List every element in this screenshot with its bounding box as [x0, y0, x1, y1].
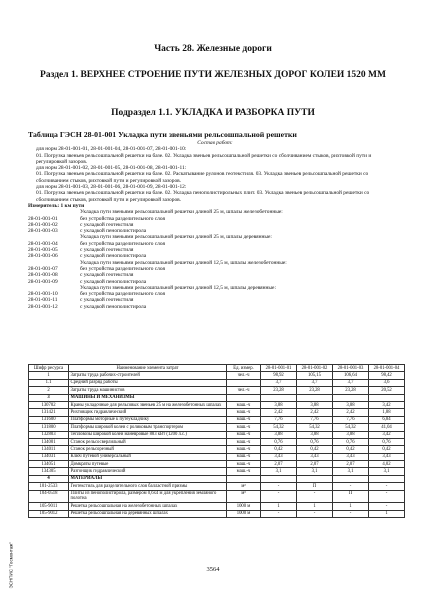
table-cell: 1000 м: [227, 503, 261, 510]
composition-line: для норм 28-01-001-03, 28-01-001-06, 28-01-001-09, 28-01-001-12:: [36, 184, 187, 191]
table-cell: 3,88: [297, 431, 333, 438]
table-row: [29, 431, 405, 438]
norm-code: 28-01-001-12: [28, 303, 58, 310]
sidebar-stamp: [5, 510, 13, 590]
table-cell: 0,42: [297, 446, 333, 453]
table-cell: 20,52: [369, 387, 405, 394]
table-cell: 2,07: [297, 461, 333, 468]
table-cell: -: [261, 510, 297, 517]
norm-label: без устройства разделительного слоя: [80, 240, 165, 247]
table-cell: 105,15: [297, 372, 333, 379]
column-header: Наименование элемента затрат: [69, 365, 227, 372]
table-cell: Краны укладочные для рельсовых звеньев 25 м на железобетонных шпалах: [69, 401, 227, 408]
table-cell: 3,43: [369, 453, 405, 460]
table-row: [29, 401, 405, 408]
table-cell: -: [261, 490, 297, 503]
norm-group-title: Укладка пути звеньями рельсошпальной решетки длиной 12,5 м, шпалы железобетонные:: [80, 259, 287, 266]
table-cell: 2,42: [261, 409, 297, 416]
table-cell: 2,07: [261, 461, 297, 468]
table-cell: 0,42: [333, 446, 369, 453]
table-cell: 54,32: [333, 424, 369, 431]
table-cell: 131800: [29, 424, 69, 431]
norm-label: с укладкой геотекстиля: [80, 221, 134, 228]
table-cell: Станок рельсосверлильный: [69, 438, 227, 445]
table-row: [29, 379, 405, 386]
norm-label: с укладкой геотекстиля: [80, 272, 134, 279]
norm-description: [28, 140, 402, 310]
table-cell: 3,7: [261, 379, 297, 386]
norm-label: с укладкой геотекстиля: [80, 297, 134, 304]
norm-code: 28-01-001-10: [28, 291, 58, 298]
table-cell: 0,42: [261, 446, 297, 453]
table-cell: -: [297, 490, 333, 503]
meter-label: Измеритель: 1 км пути: [28, 202, 85, 209]
norm-groups: [28, 209, 402, 310]
column-header: 28-01-001-04: [369, 365, 405, 372]
table-cell: 105-9011: [29, 503, 69, 510]
table-cell: 98,92: [261, 372, 297, 379]
table-cell: Тепловозы широкой колеи маневровые 883 кВт (1200 л.с.): [69, 431, 227, 438]
table-cell: 131421: [29, 409, 69, 416]
table-cell: Затраты труда рабочих-строителей: [69, 372, 227, 379]
norm-label: с укладкой геотекстиля: [80, 247, 134, 254]
table-cell: [369, 475, 405, 482]
table-cell: Домкраты путевые: [69, 461, 227, 468]
table-cell: чел.-ч: [227, 387, 261, 394]
table-cell: 2,42: [297, 409, 333, 416]
norm-code: 28-01-001-01: [28, 215, 58, 222]
table-cell: 6,84: [369, 416, 405, 423]
table-cell: Ключ путевой универсальный: [69, 453, 227, 460]
subsection-title: Подраздел 1.1. УКЛАДКА И РАЗБОРКА ПУТИ: [111, 108, 315, 118]
table-cell: Плиты из пенополистирола, размером 0,6х4 м для укрепления земляного полотна: [69, 490, 227, 503]
table-cell: Геотекстиль для разделительного слоя балластной призмы: [69, 483, 227, 490]
composition-line: для норм 28-01-001-01, 28-01-001-04, 28-01-001-07, 28-01-001-10:: [36, 146, 187, 153]
table-cell: 7,76: [333, 416, 369, 423]
table-cell: [261, 475, 297, 482]
resource-table: [28, 364, 405, 518]
norm-group-title: Укладка пути звеньями рельсошпальной решетки длиной 12,5 м, шпалы деревянные:: [80, 284, 276, 291]
table-cell: 4,02: [369, 461, 405, 468]
table-row: [29, 394, 405, 401]
table-cell: 3: [29, 394, 69, 401]
table-cell: 130702: [29, 401, 69, 408]
table-cell: маш.-ч: [227, 461, 261, 468]
table-cell: -: [333, 483, 369, 490]
table-cell: 3,88: [261, 431, 297, 438]
composition-line: 01. Погрузка звеньев рельсошпальной решетки на базе. 02. Укладка звеньев рельсошпальной решетки со сболчиванием стыков, рихтовкой пути и регулировкой зазоров.: [36, 152, 372, 165]
column-header: 28-01-001-02: [297, 365, 333, 372]
norm-label: с укладкой пенополистирола: [80, 253, 147, 260]
table-cell: [297, 394, 333, 401]
norm-code: 28-01-001-04: [28, 240, 58, 247]
table-cell: 1,88: [369, 409, 405, 416]
table-cell: 3,42: [369, 431, 405, 438]
composition-label: Состав работ:: [197, 140, 233, 146]
page-number: 3564: [206, 566, 220, 573]
table-cell: 0,76: [261, 438, 297, 445]
table-cell: Средний разряд работы: [69, 379, 227, 386]
table-cell: Платформы широкой колеи с роликовым транспортером: [69, 424, 227, 431]
composition-line: 01. Погрузка звеньев рельсошпальной решетки на базе. 02. Укладка пенополистирольных плит. 03. Укладка звеньев рельсошпальной решетки со сболчиванием стыков, рихтовкой пути и регулировкой зазоров.: [36, 190, 370, 203]
table-row: [29, 416, 405, 423]
table-cell: м²: [227, 483, 261, 490]
table-cell: 3,1: [261, 468, 297, 475]
table-cell: маш.-ч: [227, 401, 261, 408]
table-header-row: [29, 365, 405, 372]
table-row: [29, 424, 405, 431]
table-row: [29, 490, 405, 503]
table-row: [29, 468, 405, 475]
section-title: Раздел 1. ВЕРХНЕЕ СТРОЕНИЕ ПУТИ ЖЕЛЕЗНЫХ ДОРОГ КОЛЕИ 1520 ММ: [40, 70, 386, 80]
table-cell: МАТЕРИАЛЫ: [69, 475, 227, 482]
table-row: [29, 510, 405, 517]
table-cell: 3,88: [261, 401, 297, 408]
table-cell: -: [333, 510, 369, 517]
table-cell: 3,6: [369, 379, 405, 386]
table-cell: 0,76: [369, 438, 405, 445]
table-body: [29, 372, 405, 518]
table-cell: [227, 379, 261, 386]
norm-code: 28-01-001-08: [28, 272, 58, 279]
table-cell: маш.-ч: [227, 453, 261, 460]
table-cell: 1: [29, 372, 69, 379]
table-cell: Разгонщик гидравлический: [69, 468, 227, 475]
table-cell: 3,1: [297, 468, 333, 475]
table-cell: -: [369, 490, 405, 503]
table-cell: маш.-ч: [227, 468, 261, 475]
norm-label: без устройства разделительного слоя: [80, 291, 165, 298]
table-cell: [227, 394, 261, 401]
table-cell: 3,1: [333, 468, 369, 475]
norm-item: [28, 304, 402, 310]
table-cell: 3,43: [261, 453, 297, 460]
table-cell: [227, 475, 261, 482]
column-header: 28-01-001-03: [333, 365, 369, 372]
table-cell: 4: [29, 475, 69, 482]
sidebar-text: ЭСНПИС "Госмонтаж": [8, 542, 14, 589]
table-cell: 2: [29, 387, 69, 394]
table-cell: 3,7: [297, 379, 333, 386]
table-cell: 104-0518: [29, 490, 69, 503]
table-cell: -: [261, 483, 297, 490]
table-row: [29, 438, 405, 445]
table-cell: -: [369, 503, 405, 510]
table-cell: 106,64: [333, 372, 369, 379]
norm-label: с укладкой пенополистирола: [80, 278, 147, 285]
part-title: Часть 28. Железные дороги: [154, 44, 272, 54]
table-title: Таблица ГЭСН 28-01-001 Укладка пути звеньями рельсошпальной решетки: [28, 130, 297, 139]
table-cell: 132803: [29, 431, 69, 438]
norm-group-title: Укладка пути звеньями рельсошпальной решетки длиной 25 м, шпалы железобетонные:: [80, 209, 283, 216]
table-cell: -: [369, 483, 405, 490]
table-cell: 23,28: [261, 387, 297, 394]
table-row: [29, 475, 405, 482]
column-header: 28-01-001-01: [261, 365, 297, 372]
norm-label: без устройства разделительного слоя: [80, 215, 165, 222]
norm-label: с укладкой пенополистирола: [80, 303, 147, 310]
table-cell: 7,76: [261, 416, 297, 423]
table-cell: 3,88: [297, 401, 333, 408]
table-row: [29, 461, 405, 468]
table-cell: 1: [261, 503, 297, 510]
table-cell: Рихтовщик гидравлический: [69, 409, 227, 416]
norm-code: 28-01-001-07: [28, 265, 58, 272]
table-cell: 2,07: [333, 461, 369, 468]
norm-group-title: Укладка пути звеньями рельсошпальной решетки длиной 25 м, шпалы деревянные:: [80, 234, 272, 241]
table-cell: Решетка рельсошпальная на железобетонных шпалах: [69, 503, 227, 510]
composition-list: [28, 146, 402, 203]
composition-line: для норм 28-01-001-02, 28-01-001-05, 28-01-001-08, 28-01-001-11:: [36, 165, 187, 172]
table-cell: маш.-ч: [227, 438, 261, 445]
table-cell: 3,88: [333, 401, 369, 408]
norm-code: 28-01-001-05: [28, 247, 58, 254]
table-cell: 134001: [29, 438, 69, 445]
table-cell: маш.-ч: [227, 416, 261, 423]
norm-label: без устройства разделительного слоя: [80, 265, 165, 272]
table-cell: 134031: [29, 453, 69, 460]
table-cell: -: [297, 510, 333, 517]
table-cell: 134305: [29, 468, 69, 475]
table-row: [29, 387, 405, 394]
table-cell: 134051: [29, 461, 69, 468]
norm-code: 28-01-001-11: [28, 297, 58, 304]
norm-code: 28-01-001-02: [28, 221, 58, 228]
norm-code: 28-01-001-06: [28, 253, 58, 260]
table-cell: 0,76: [333, 438, 369, 445]
table-cell: 1000 м: [227, 510, 261, 517]
table-cell: 3,43: [333, 453, 369, 460]
table-cell: 1: [297, 503, 333, 510]
table-cell: 101-2533: [29, 483, 69, 490]
table-cell: 3,42: [369, 401, 405, 408]
table-cell: Платформы моторные к путеукладчику: [69, 416, 227, 423]
table-cell: Затраты труда машинистов: [69, 387, 227, 394]
table-cell: маш.-ч: [227, 431, 261, 438]
table-cell: 0,42: [369, 446, 405, 453]
table-cell: 134011: [29, 446, 69, 453]
table-cell: 1.1: [29, 379, 69, 386]
table-cell: [333, 394, 369, 401]
table-cell: маш.-ч: [227, 446, 261, 453]
table-cell: Станок рельсорезный: [69, 446, 227, 453]
table-cell: 23,28: [297, 387, 333, 394]
table-cell: чел.-ч: [227, 372, 261, 379]
table-cell: 3,7: [333, 379, 369, 386]
table-cell: 98,42: [369, 372, 405, 379]
table-row: [29, 483, 405, 490]
table-cell: МАШИНЫ И МЕХАНИЗМЫ: [69, 394, 227, 401]
table-cell: [369, 394, 405, 401]
table-cell: [261, 394, 297, 401]
table-row: [29, 409, 405, 416]
table-cell: [333, 475, 369, 482]
table-cell: 1: [333, 503, 369, 510]
table-cell: 2,42: [333, 409, 369, 416]
table-cell: П: [297, 483, 333, 490]
table-cell: 7,76: [297, 416, 333, 423]
table-cell: 131600: [29, 416, 69, 423]
table-cell: 105-9012: [29, 510, 69, 517]
table-cell: [297, 475, 333, 482]
composition-line: 01. Погрузка звеньев рельсошпальной решетки на базе. 02. Раскатывание рулонов геотекстиля. 03. Укладка звеньев рельсошпальной решетки со сболчиванием стыков, рихтовкой пути и регулировкой зазоров.: [36, 171, 369, 184]
table-cell: маш.-ч: [227, 424, 261, 431]
column-header: Ед. измер.: [227, 365, 261, 372]
table-row: [29, 503, 405, 510]
norm-code: 28-01-001-03: [28, 228, 58, 235]
norm-code: 28-01-001-09: [28, 278, 58, 285]
table-cell: 1: [369, 510, 405, 517]
table-cell: 3,43: [297, 453, 333, 460]
table-cell: 3,88: [333, 431, 369, 438]
table-row: [29, 372, 405, 379]
table-cell: 54,32: [261, 424, 297, 431]
table-row: [29, 446, 405, 453]
table-cell: 3,1: [369, 468, 405, 475]
table-cell: Решетка рельсошпальная на деревянных шпалах: [69, 510, 227, 517]
table-row: [29, 453, 405, 460]
table-cell: 23,28: [333, 387, 369, 394]
table-cell: 41,04: [369, 424, 405, 431]
column-header: Шифр ресурса: [29, 365, 69, 372]
table-cell: 54,32: [297, 424, 333, 431]
table-cell: П: [333, 490, 369, 503]
table-cell: маш.-ч: [227, 409, 261, 416]
norm-label: с укладкой пенополистирола: [80, 228, 147, 235]
table-cell: м³: [227, 490, 261, 503]
table-cell: 0,76: [297, 438, 333, 445]
